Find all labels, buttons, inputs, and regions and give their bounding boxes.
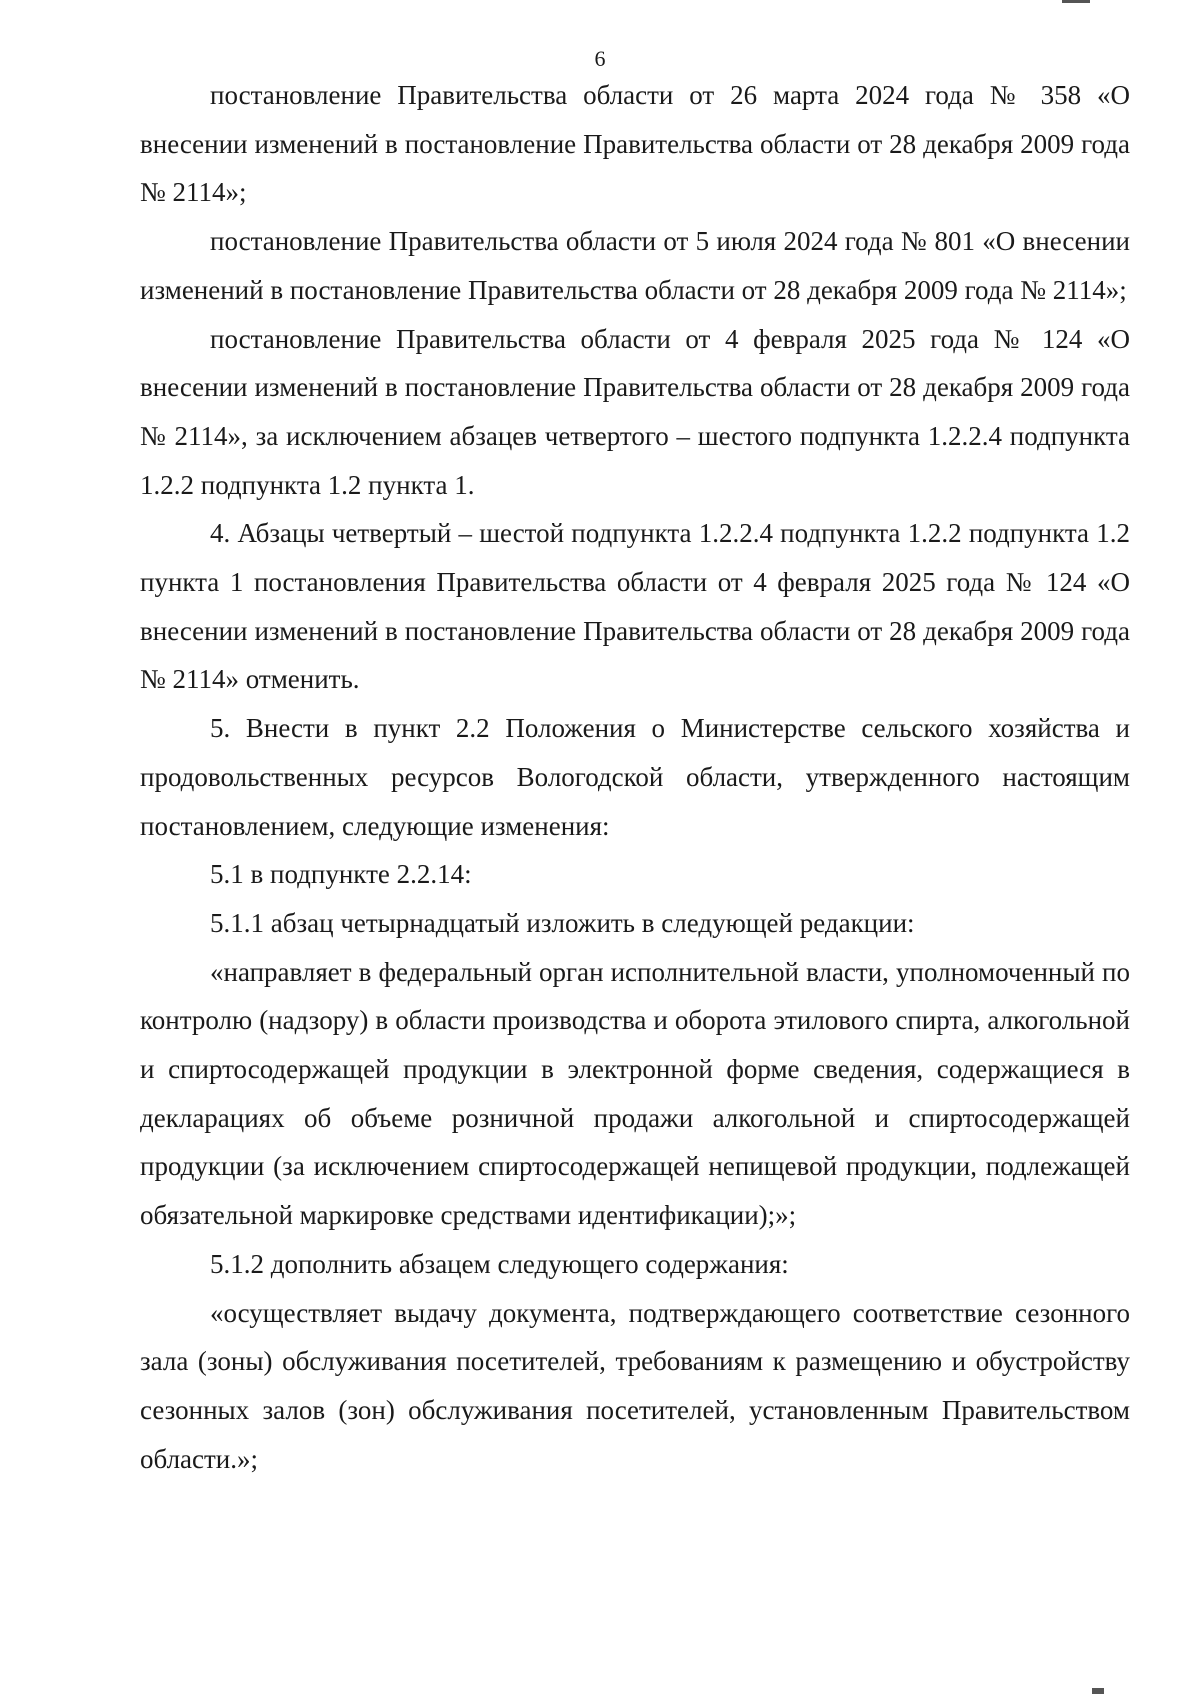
paragraph-item-5-1-2: 5.1.2 дополнить абзацем следующего содержания: [210,1248,789,1279]
paragraph-resolution-124: постановление Правительства области от 4 февраля 2025 года № 124 «О внесении изменений в постановление Правительства области от 28 декабря 2009 года № 2114», за исключением абзацев четвертого – шестого подпункта 1.2.2.4 подпункта 1.2.2 подпункта 1.2 пункта 1. [140,323,1130,500]
scan-edge-mark-bottom [1092,1688,1104,1694]
paragraph-item-5-1: 5.1 в подпункте 2.2.14: [210,859,472,890]
paragraph-quoted-new-wording: «направляет в федеральный орган исполнительной власти, уполномоченный по контролю (надзору) в области производства и оборота этилового спирта, алкогольной и спиртосодержащей продукции в электронной форме сведения, содержащиеся в декларациях об объеме розничной продажи алкогольной и спиртосодержащей продукции (за исключением спиртосодержащей непищевой продукции, подлежащей обязательной маркировке средствами идентификации);»; [140,956,1130,1231]
scan-edge-mark-top [1062,0,1090,3]
paragraph-item-5-1-1: 5.1.1 абзац четырнадцатый изложить в следующей редакции: [210,907,915,938]
paragraph-quoted-added-paragraph: «осуществляет выдачу документа, подтверждающего соответствие сезонного зала (зоны) обслуживания посетителей, требованиям к размещению и обустройству сезонных залов (зон) обслуживания посетителей, установленным Правительством области.»; [140,1297,1130,1474]
page-number: 6 [594,46,606,71]
paragraph-resolution-358: постановление Правительства области от 26 марта 2024 года № 358 «О внесении изменений в постановление Правительства области от 28 декабря 2009 года № 2114»; [140,80,1130,208]
paragraph-item-5: 5. Внести в пункт 2.2 Положения о Министерстве сельского хозяйства и продовольственных ресурсов Вологодской области, утвержденного настоящим постановлением, следующие изменения: [140,713,1130,841]
document-body [140,71,1130,1483]
paragraph-resolution-801: постановление Правительства области от 5 июля 2024 года № 801 «О внесении изменений в постановление Правительства области от 28 декабря 2009 года № 2114»; [140,226,1130,305]
paragraph-item-4: 4. Абзацы четвертый – шестой подпункта 1.2.2.4 подпункта 1.2.2 подпункта 1.2 пункта 1 постановления Правительства области от 4 февраля 2025 года № 124 «О внесении изменений в постановление Правительства области от 28 декабря 2009 года № 2114» отменить. [140,518,1130,695]
